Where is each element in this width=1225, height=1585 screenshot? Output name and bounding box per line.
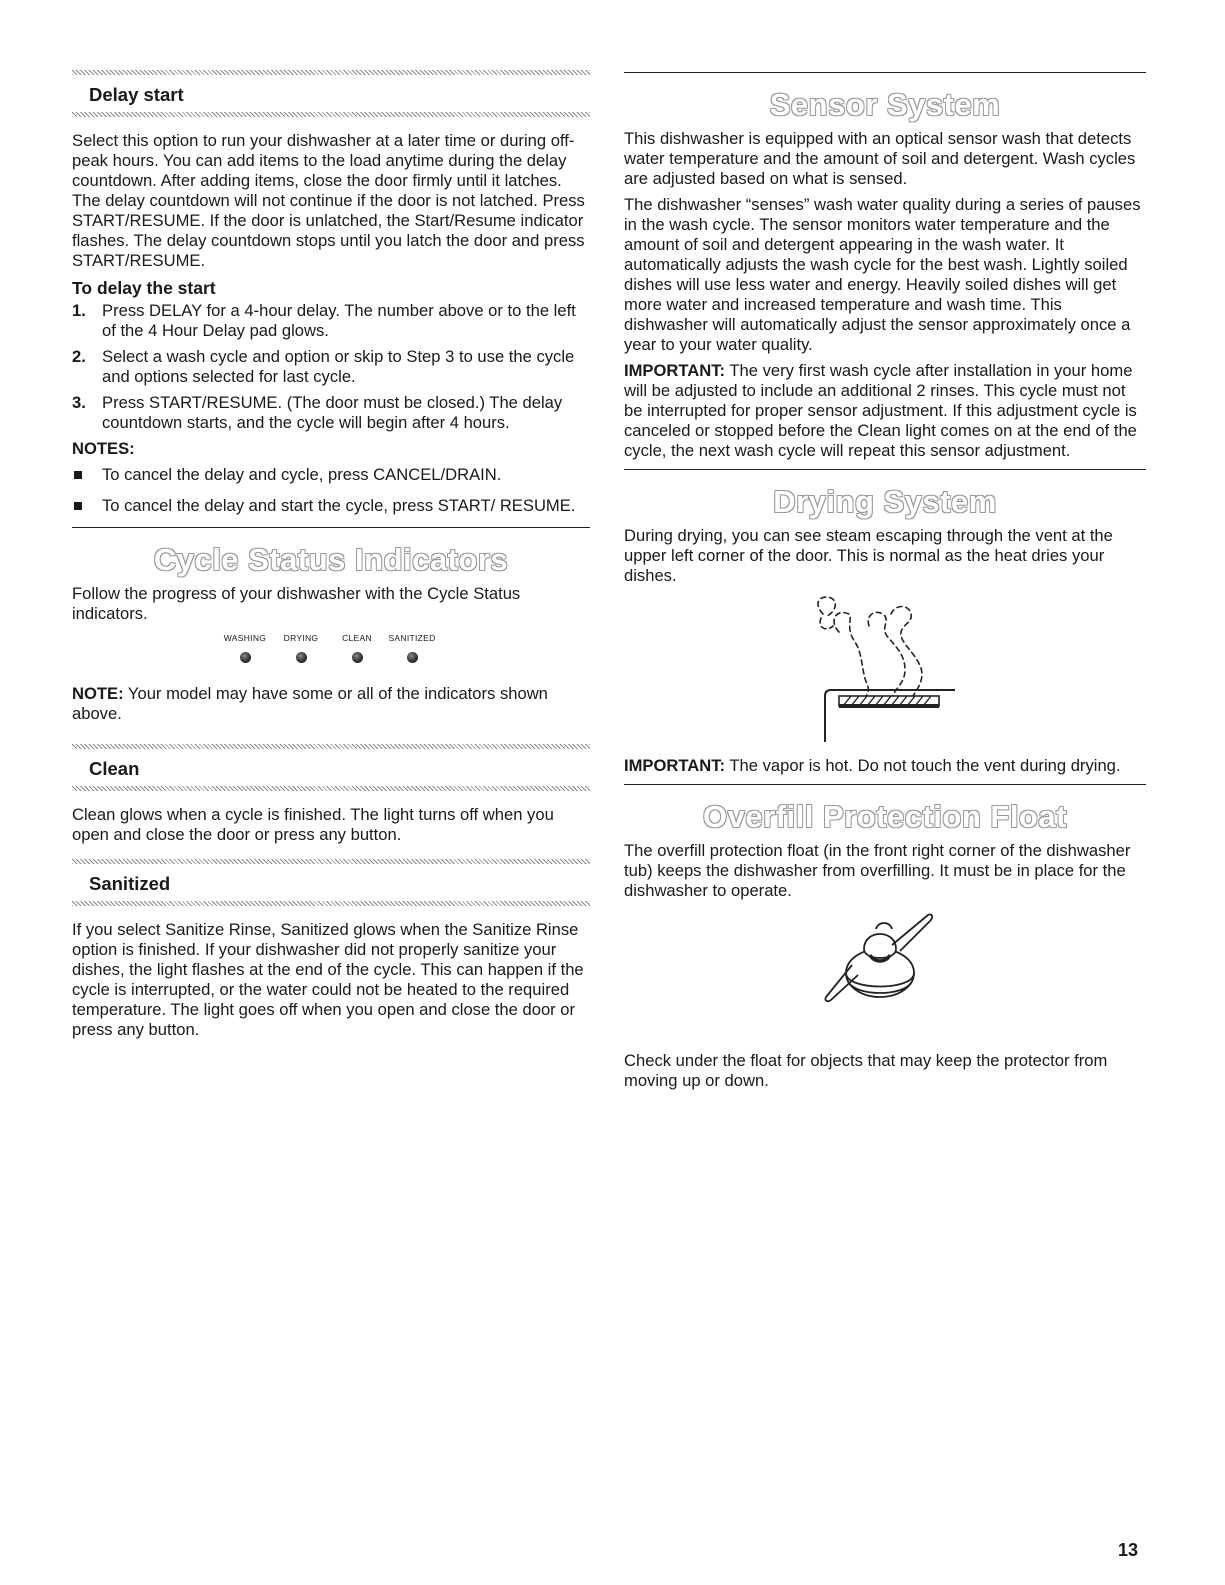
- cycle-status-note: NOTE: Your model may have some or all of the indicators shown above.: [72, 684, 548, 723]
- sensor-system-important: IMPORTANT: The very first wash cycle after installation in your home will be adjusted to include an additional 2 rinses. This cycle must not be interrupted for proper sensor adjustment. If this adjustment cycle is canceled or stopped before the Clean light comes on at the end of the cycle, the next wash cycle will repeat this sensor adjustment.: [624, 361, 1137, 460]
- overfill-p1: The overfill protection float (in the front right corner of the dishwasher tub) keeps the dishwasher from overfilling. It must be in place for the dishwasher to operate.: [624, 841, 1131, 900]
- left-column: [72, 70, 590, 1046]
- hatch-rule-bottom: [72, 786, 590, 791]
- list-item: 2. Select a wash cycle and option or skip to Step 3 to use the cycle and options selected for last cycle.: [72, 347, 575, 386]
- steam-vent-illustration: [805, 592, 965, 742]
- sanitized-text: If you select Sanitize Rinse, Sanitized glows when the Sanitize Rinse option is finished. If your dishwasher did not properly sanitize your dishes, the light flashes at the end of the cycle. This can happen if the cycle is interrupted, or the water could not be heated to the required temperature. The light goes off when you open and close the door or press any button.: [72, 920, 584, 1039]
- section-divider: [72, 527, 590, 528]
- list-item: To cancel the delay and cycle, press CANCEL/DRAIN.: [72, 465, 590, 485]
- section-divider: [624, 469, 1146, 470]
- sensor-system-p1: This dishwasher is equipped with an optical sensor wash that detects water temperature and the amount of soil and detergent. Wash cycles are adjusted based on what is sensed.: [624, 129, 1136, 188]
- drying-system-title: Drying System: [773, 484, 997, 519]
- indicator-light-icon: [352, 652, 363, 663]
- delay-steps-heading: To delay the start: [72, 278, 216, 298]
- overfill-title: Overfill Protection Float: [703, 799, 1067, 834]
- clean-heading: Clean: [89, 758, 140, 779]
- sensor-system-p2: The dishwasher “senses” wash water quality during a series of pauses in the wash cycle. The sensor monitors water temperature and the amount of soil and detergent appearing in the wash water. It automatically adjusts the wash cycle for the best wash. Lightly soiled dishes will use less water and energy. Heavily soiled dishes will get more water and increased temperature and wash time. This dishwasher will automatically adjust the sensor approximately once a year to your water quality.: [624, 195, 1141, 354]
- indicator-sanitized: SANITIZED: [372, 632, 452, 663]
- sanitized-heading: Sanitized: [89, 873, 171, 894]
- cycle-status-title: Cycle Status Indicators: [153, 542, 509, 577]
- indicator-light-icon: [240, 652, 251, 663]
- right-column: [624, 70, 1146, 1097]
- drying-system-p1: During drying, you can see steam escaping through the vent at the upper left corner of the door. This is normal as the heat dries your dishes.: [624, 526, 1113, 585]
- notes-list: [72, 465, 590, 516]
- clean-section: [72, 744, 590, 791]
- cycle-status-indicators: [72, 632, 590, 672]
- overfill-float-illustration: [810, 911, 960, 1011]
- list-item: 3. Press START/RESUME. (The door must be closed.) The delay countdown starts, and the cycle will begin after 4 hours.: [72, 393, 563, 432]
- indicator-light-icon: [296, 652, 307, 663]
- list-item: 1. Press DELAY for a 4-hour delay. The number above or to the left of the 4 Hour Delay pad glows.: [72, 301, 576, 340]
- hatch-rule-bottom: [72, 112, 590, 117]
- delay-start-heading: Delay start: [89, 84, 184, 105]
- indicator-washing: WASHING: [205, 632, 285, 663]
- overfill-p2: Check under the float for objects that may keep the protector from moving up or down.: [624, 1051, 1108, 1090]
- delay-steps-list: [72, 301, 590, 433]
- indicator-light-icon: [407, 652, 418, 663]
- sanitized-section: [72, 859, 590, 906]
- section-divider: [624, 784, 1146, 785]
- hatch-rule-bottom: [72, 901, 590, 906]
- delay-start-section: [72, 70, 590, 117]
- drying-system-important: IMPORTANT: The vapor is hot. Do not touch the vent during drying.: [624, 756, 1121, 775]
- indicator-clean: CLEAN: [317, 632, 397, 663]
- notes-heading: NOTES:: [72, 439, 135, 458]
- list-item: To cancel the delay and start the cycle, press START/ RESUME.: [72, 496, 590, 516]
- page-number: 13: [1118, 1540, 1139, 1560]
- section-divider: [624, 72, 1146, 73]
- indicator-drying: DRYING: [261, 632, 341, 663]
- clean-text: Clean glows when a cycle is finished. The light turns off when you open and close the door or press any button.: [72, 805, 554, 844]
- sensor-system-title: Sensor System: [769, 87, 1001, 122]
- delay-start-intro: Select this option to run your dishwasher at a later time or during off-peak hours. You can add items to the load anytime during the delay countdown. After adding items, close the door firmly until it latches. The delay countdown will not continue if the door is not latched. Press START/RESUME. If the door is unlatched, the Start/Resume indicator flashes. The delay countdown stops until you latch the door and press START/RESUME.: [72, 131, 585, 270]
- cycle-status-intro: Follow the progress of your dishwasher with the Cycle Status indicators.: [72, 584, 521, 623]
